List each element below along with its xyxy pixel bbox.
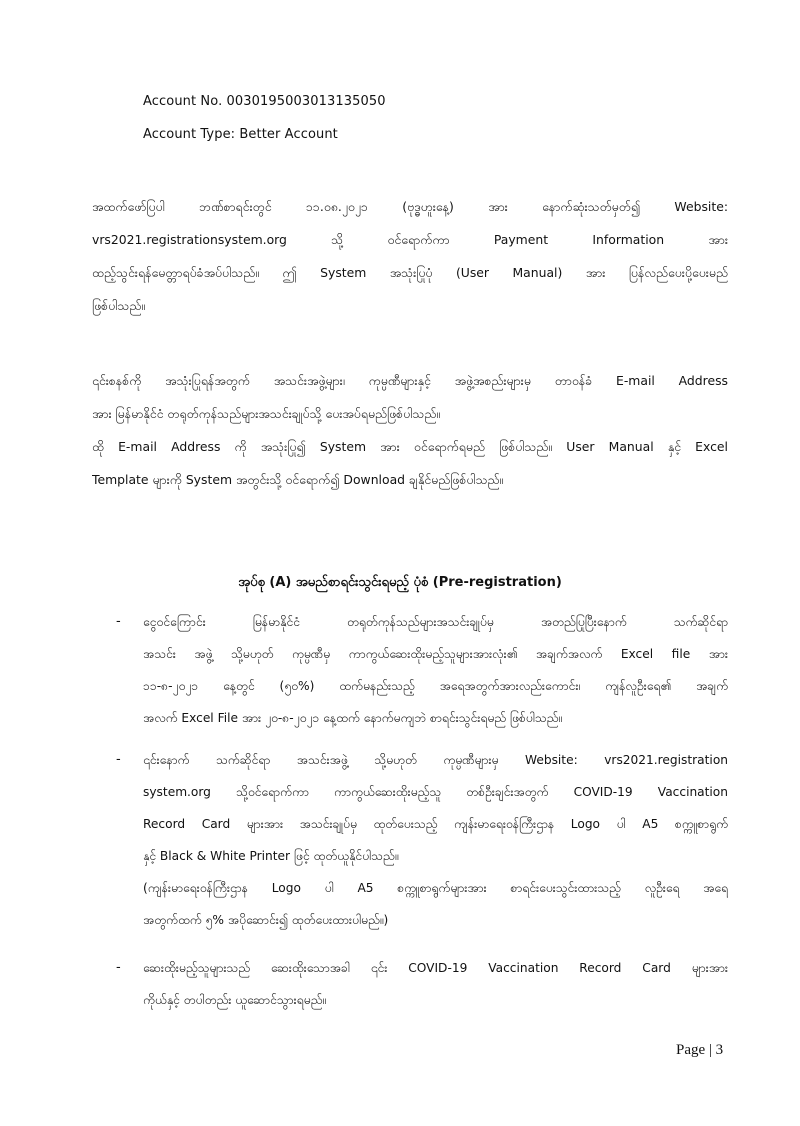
- paragraph-line: ဖြစ်ပါသည်။: [92, 298, 146, 313]
- paragraph-line: ထို E-mail Address ကို အသုံးပြု၍ System အား ဝင်ရောက်ရမည် ဖြစ်ပါသည်။ User Manual နှင့် Excel: [92, 439, 728, 454]
- list-item-line: ၎င်းနောက် သက်ဆိုင်ရာ အသင်းအဖွဲ့ သို့မဟုတ် ကုမ္ပဏီများမှ Website: vrs2021.registration: [143, 753, 728, 767]
- list-item-line: အလက် Excel File အား ၂၀-၈-၂၀၂၁ နေ့ထက် နောက်မကျဘဲ စာရင်းသွင်းရမည် ဖြစ်ပါသည်။: [143, 711, 563, 725]
- list-item-line: Record Card များအား အသင်းချုပ်မှ ထုတ်ပေးသည့် ကျန်းမာရေးဝန်ကြီးဌာန Logo ပါ A5 စက္ကူစာရွက်: [143, 817, 728, 831]
- list-item-line: (ကျန်းမာရေးဝန်ကြီးဌာန Logo ပါ A5 စက္ကူစာရွက်များအား စာရင်းပေးသွင်းထားသည့် လူဦးရေ အရေ: [143, 881, 728, 895]
- list-item-line: system.org သို့ဝင်ရောက်ကာ ကာကွယ်ဆေးထိုးမည့်သူ တစ်ဦးချင်းအတွက် COVID-19 Vaccination: [143, 785, 728, 799]
- section-heading: အုပ်စု (A) အမည်စာရင်းသွင်းရမည့် ပုံစံ (Pre-registration): [238, 575, 562, 590]
- bullet-marker: -: [116, 752, 121, 767]
- paragraph-line: vrs2021.registrationsystem.org သို့ ဝင်ရောက်ကာ Payment Information အား: [92, 232, 728, 247]
- payment-paragraph: [92, 190, 728, 322]
- list-item-line: ငွေဝင်ကြောင်း မြန်မာနိုင်ငံ တရုတ်ကုန်သည်များအသင်းချုပ်မှ အတည်ပြုပြီးနောက် သက်ဆိုင်ရာ: [143, 615, 728, 629]
- paragraph-line: ၎င်းစနစ်ကို အသုံးပြုရန်အတွက် အသင်းအဖွဲ့များ၊ ကုမ္ပဏီများနှင့် အဖွဲ့အစည်းများမှ တာဝန်ခံ E-mail Address: [92, 373, 728, 388]
- account-number: Account No. 0030195003013135050: [143, 94, 386, 109]
- paragraph-line: အား မြန်မာနိုင်ငံ တရုတ်ကုန်သည်များအသင်းချုပ်သို့ ပေးအပ်ရမည်ဖြစ်ပါသည်။: [92, 406, 441, 421]
- list-item: [143, 952, 728, 1016]
- email-paragraph: [92, 364, 728, 496]
- list-item: [143, 744, 728, 936]
- list-item-line: အတွက်ထက် ၅% အပိုဆောင်း၍ ထုတ်ပေးထားပါမည်။): [143, 913, 389, 927]
- list-item-line: ဆေးထိုးမည့်သူများသည် ဆေးထိုးသောအခါ ၎င်း COVID-19 Vaccination Record Card များအား: [143, 961, 728, 975]
- page-number: Page | 3: [676, 1042, 724, 1058]
- list-item-line: အသင်း အဖွဲ့ သို့မဟုတ် ကုမ္ပဏီမှ ကာကွယ်ဆေးထိုးမည့်သူများအားလုံး၏ အချက်အလက် Excel file အား: [143, 647, 728, 661]
- list-item-line: ကိုယ်နှင့် တပါတည်း ယူဆောင်သွားရမည်။: [143, 993, 327, 1007]
- bullet-marker: -: [116, 960, 121, 975]
- paragraph-line: Template များကို System အတွင်းသို့ ဝင်ရောက်၍ Download ချနိုင်မည်ဖြစ်ပါသည်။: [92, 472, 504, 487]
- bullet-marker: -: [116, 614, 121, 629]
- list-item-line: ၁၁-၈-၂၀၂၁ နေ့တွင် (၅၀%) ထက်မနည်းသည့် အရေအတွက်အားလည်းကောင်း၊ ကျန်လူဦးရေ၏ အချက်: [143, 679, 728, 693]
- account-type: Account Type: Better Account: [143, 127, 338, 142]
- list-item: [143, 606, 728, 734]
- paragraph-line: ထည့်သွင်းရန်မေတ္တာရပ်ခံအပ်ပါသည်။ ဤ System အသုံးပြုပုံ (User Manual) အား ပြန်လည်ပေးပို့ပေးမည်: [92, 265, 728, 280]
- list-item-line: နှင့် Black & White Printer ဖြင့် ထုတ်ယူနိုင်ပါသည်။: [143, 849, 399, 863]
- paragraph-line: အထက်ဖော်ပြပါ ဘဏ်စာရင်းတွင် ၁၁.၀၈.၂၀၂၁ (ဗုဒ္ဓဟူးနေ့) အား နောက်ဆုံးသတ်မှတ်၍ Website:: [92, 199, 728, 214]
